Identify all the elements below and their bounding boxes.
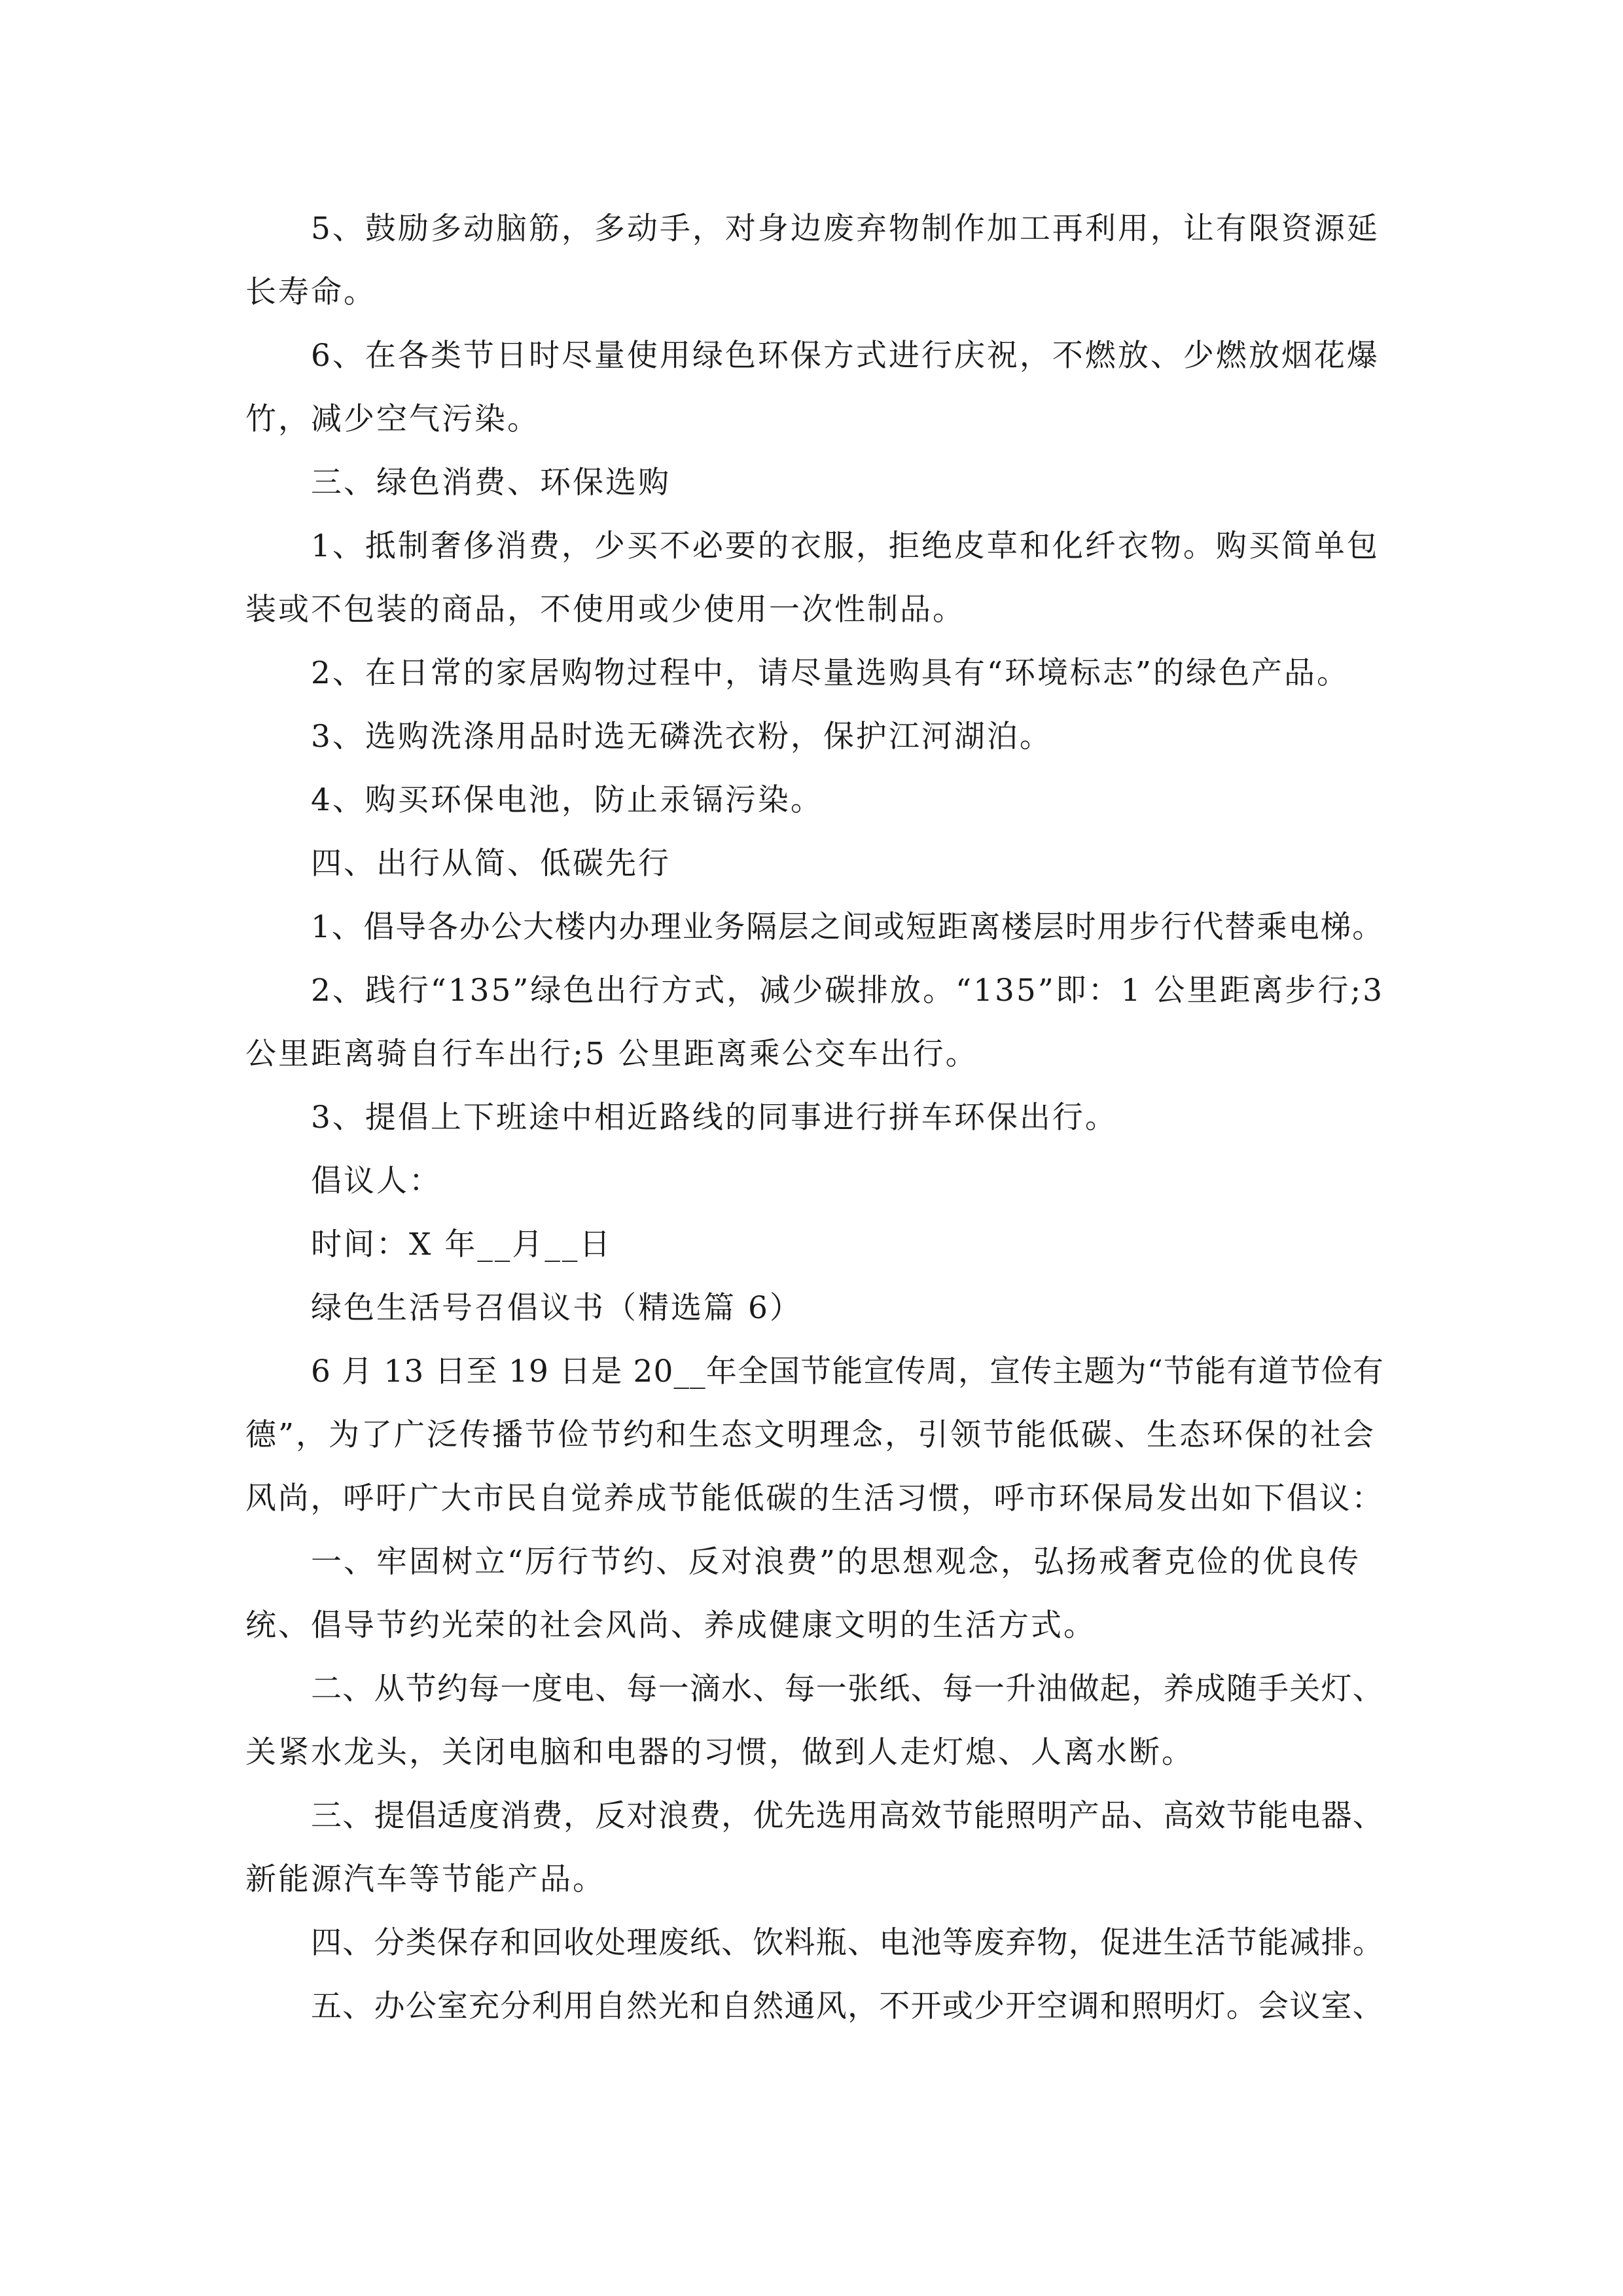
- text-line: 装或不包装的商品，不使用或少使用一次性制品。: [245, 592, 965, 628]
- text-line: 2、践行“135”绿色出行方式，减少碳排放。“135”即：1 公里距离步行;3: [311, 973, 1385, 1009]
- text-line: 竹，减少空气污染。: [245, 401, 540, 437]
- text-line: 4、购买环保电池，防止汞镉污染。: [311, 782, 823, 818]
- text-line: 关紧水龙头，关闭电脑和电器的习惯，做到人走灯熄、人离水断。: [245, 1734, 1194, 1770]
- text-line: 二、从节约每一度电、每一滴水、每一张纸、每一升油做起，养成随手关灯、: [311, 1671, 1384, 1707]
- section-heading: 三、绿色消费、环保选购: [311, 465, 671, 501]
- text-line: 3、选购洗涤用品时选无磷洗衣粉，保护江河湖泊。: [311, 719, 1052, 755]
- text-line: 公里距离骑自行车出行;5 公里距离乘公交车出行。: [245, 1036, 978, 1072]
- text-line: 3、提倡上下班途中相近路线的同事进行拼车环保出行。: [311, 1100, 1118, 1136]
- text-line: 一、牢固树立“厉行节约、反对浪费”的思想观念，弘扬戒奢克俭的优良传: [311, 1544, 1361, 1580]
- text-line: 风尚，呼吁广大市民自觉养成节能低碳的生活习惯，呼市环保局发出如下倡议：: [245, 1480, 1384, 1516]
- text-line: 5、鼓励多动脑筋，多动手，对身边废弃物制作加工再利用，让有限资源延: [311, 211, 1380, 247]
- text-line: 6 月 13 日至 19 日是 20__年全国节能宣传周，宣传主题为“节能有道节俭有: [311, 1354, 1384, 1390]
- text-line: 6、在各类节日时尽量使用绿色环保方式进行庆祝，不燃放、少燃放烟花爆: [311, 338, 1380, 374]
- text-line: 2、在日常的家居购物过程中，请尽量选购具有“环境标志”的绿色产品。: [311, 655, 1349, 691]
- text-line: 德”，为了广泛传播节俭节约和生态文明理念，引领节能低碳、生态环保的社会: [245, 1417, 1376, 1453]
- text-line: 新能源汽车等节能产品。: [245, 1861, 605, 1897]
- text-line: 1、倡导各办公大楼内办理业务隔层之间或短距离楼层时用步行代替乘电梯。: [311, 909, 1384, 945]
- text-line: 四、分类保存和回收处理废纸、饮料瓶、电池等废弃物，促进生活节能减排。: [311, 1925, 1384, 1961]
- text-line: 五、办公室充分利用自然光和自然通风，不开或少开空调和照明灯。会议室、: [311, 1988, 1384, 2024]
- text-line: 统、倡导节约光荣的社会风尚、养成健康文明的生活方式。: [245, 1607, 1096, 1643]
- date-line: 时间：X 年__月__日: [311, 1227, 613, 1263]
- signatory-label: 倡议人：: [311, 1163, 442, 1199]
- article-title: 绿色生活号召倡议书（精选篇 6）: [311, 1290, 802, 1326]
- text-line: 三、提倡适度消费，反对浪费，优先选用高效节能照明产品、高效节能电器、: [311, 1798, 1384, 1834]
- text-line: 1、抵制奢侈消费，少买不必要的衣服，拒绝皮草和化纤衣物。购买简单包: [311, 528, 1380, 564]
- text-line: 长寿命。: [245, 274, 376, 310]
- section-heading: 四、出行从简、低碳先行: [311, 846, 671, 882]
